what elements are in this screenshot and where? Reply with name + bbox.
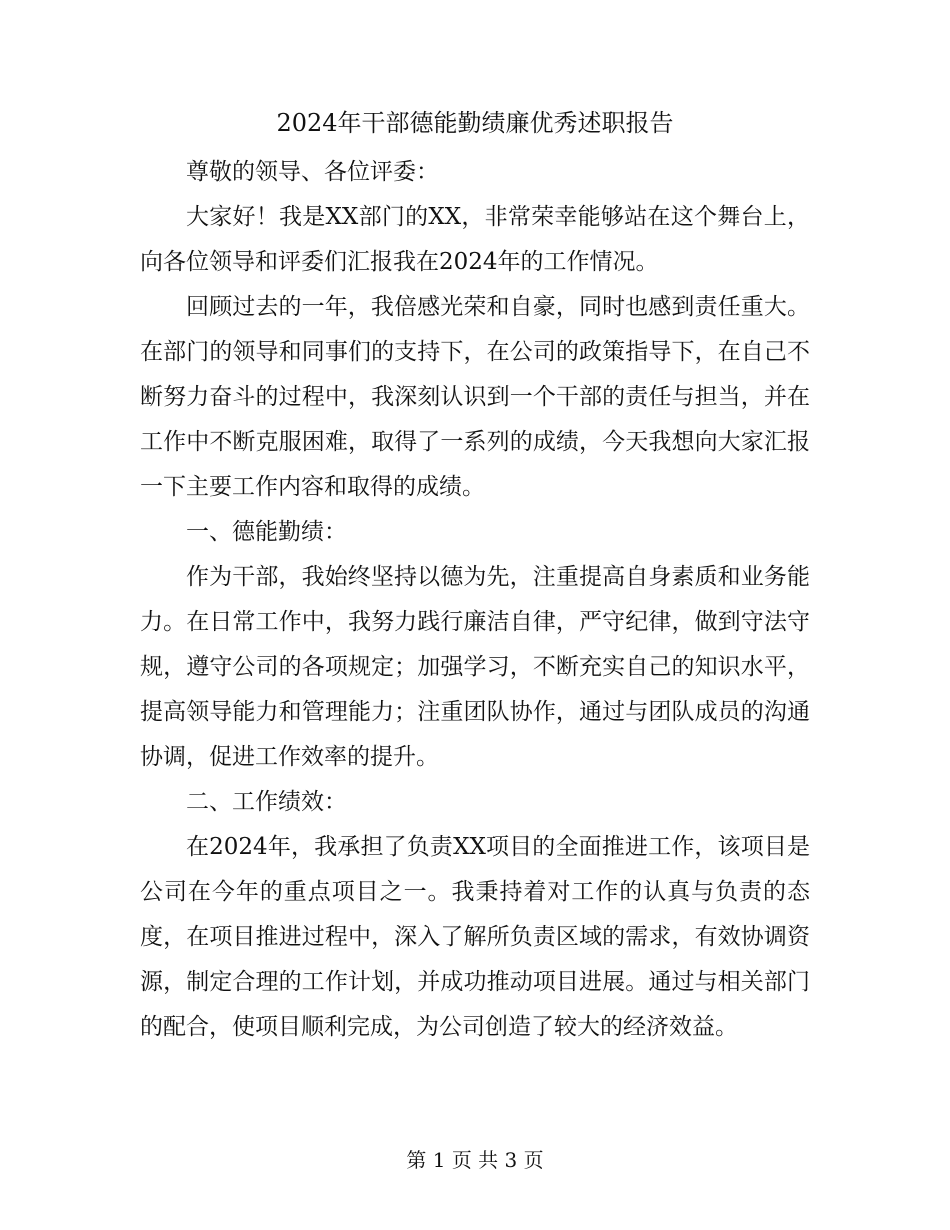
- document-title: 2024年干部德能勤绩廉优秀述职报告: [276, 109, 674, 137]
- section-heading-2: 二、工作绩效：: [186, 789, 347, 815]
- section-heading-1: 一、德能勤绩：: [186, 519, 347, 545]
- review-paragraph: 回顾过去的一年，我倍感光荣和自豪，同时也感到责任重大。在部门的领导和同事们的支持下，在公司的政策指导下，在自己不断努力奋斗的过程中，我深刻认识到一个干部的责任与担当，并在工作中不断克服困难，取得了一系列的成绩，今天我想向大家汇报一下主要工作内容和取得的成绩。: [140, 294, 810, 500]
- section-2-paragraph: 在2024年，我承担了负责XX项目的全面推进工作，该项目是公司在今年的重点项目之一。我秉持着对工作的认真与负责的态度，在项目推进过程中，深入了解所负责区域的需求，有效协调资源，制定合理的工作计划，并成功推动项目进展。通过与相关部门的配合，使项目顺利完成，为公司创造了较大的经济效益。: [140, 834, 810, 1040]
- salutation-paragraph: 尊敬的领导、各位评委：: [186, 159, 439, 185]
- greeting-paragraph: 大家好！我是XX部门的XX，非常荣幸能够站在这个舞台上，向各位领导和评委们汇报我在2024年的工作情况。: [140, 204, 810, 275]
- section-1-paragraph: 作为干部，我始终坚持以德为先，注重提高自身素质和业务能力。在日常工作中，我努力践行廉洁自律，严守纪律，做到守法守规，遵守公司的各项规定；加强学习，不断充实自己的知识水平，提高领导能力和管理能力；注重团队协作，通过与团队成员的沟通协调，促进工作效率的提升。: [140, 564, 810, 770]
- document-body: [140, 150, 810, 1050]
- page-footer: 第 1 页 共 3 页: [406, 1148, 544, 1172]
